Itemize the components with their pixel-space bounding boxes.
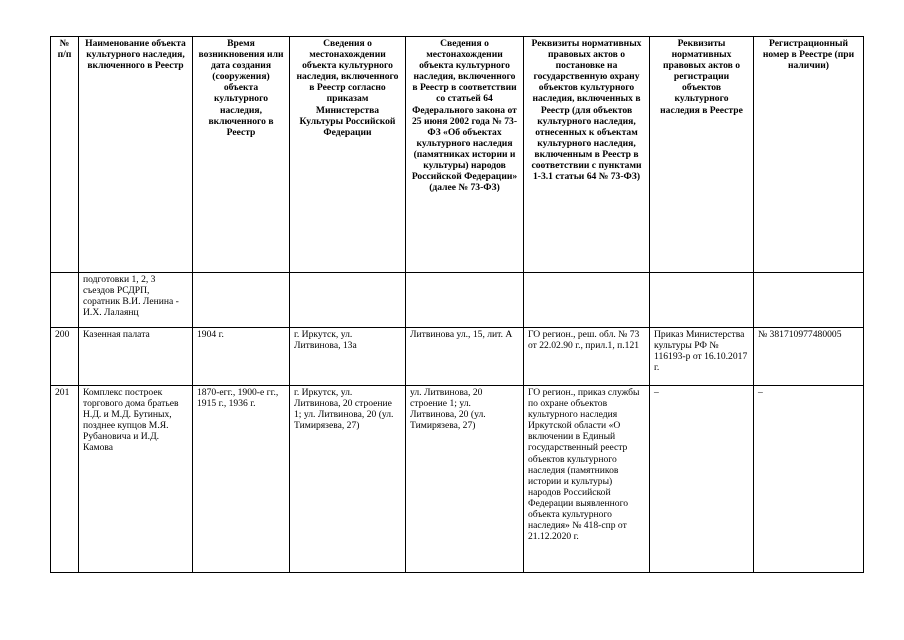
header-date-text: Время возникновения или дата создания (сооружения) объекта культурного наследия, включенного в Реестр — [198, 38, 284, 138]
header-num — [51, 37, 79, 273]
cell-name: Комплекс построек торгового дома братьев Н.Д. и М.Д. Бутиных, позднее купцов М.Я. Рубановича и И.Д. Камова — [79, 386, 193, 573]
cell-location-order: г. Иркутск, ул. Литвинова, 20 строение 1; ул. Литвинова, 20 (ул. Тимирязева, 27) — [290, 386, 406, 573]
cell-registration-act: – — [650, 386, 754, 573]
cell-location-law — [406, 273, 524, 328]
heritage-register-table — [50, 36, 864, 573]
header-location-law — [406, 37, 524, 273]
cell-registration-act — [650, 273, 754, 328]
cell-protection-act: ГО регион., приказ службы по охране объектов культурного наследия Иркутской области «О включении в Единый государственный реестр объектов культурного наследия (памятников истории и культуры) народов Российской Федерации выявленного объекта культурного наследия» № 418-спр от 21.12.2020 г. — [524, 386, 650, 573]
header-name — [79, 37, 193, 273]
cell-protection-act: ГО регион., реш. обл. № 73 от 22.02.90 г., прил.1, п.121 — [524, 328, 650, 386]
cell-date: 1904 г. — [193, 328, 290, 386]
header-location-order-text: Сведения о местонахождении объекта культурного наследия, включенного в Реестр согласно приказам Министерства Культуры Российской Федерации — [296, 38, 399, 138]
cell-date: 1870-егг., 1900-е гг., 1915 г., 1936 г. — [193, 386, 290, 573]
cell-name: подготовки 1, 2, 3 съездов РСДРП, соратник В.И. Ленина - И.Х. Лалаянц — [79, 273, 193, 328]
header-registration-act — [650, 37, 754, 273]
cell-date — [193, 273, 290, 328]
header-reg-number-text: Регистрационный номер в Реестре (при наличии) — [762, 38, 855, 72]
cell-name: Казенная палата — [79, 328, 193, 386]
cell-location-order — [290, 273, 406, 328]
cell-location-law: ул. Литвинова, 20 строение 1; ул. Литвинова, 20 (ул. Тимирязева, 27) — [406, 386, 524, 573]
cell-reg-number: № 381710977480005 — [754, 328, 864, 386]
header-location-law-text: Сведения о местонахождении объекта культурного наследия, включенного в Реестр в соответствии со статьей 64 Федерального закона от 25 июня 2002 года № 73-ФЗ «Об объектах культурного наследия (памятниках истории и культуры) народов Российской Федерации» (далее № 73-ФЗ) — [411, 38, 518, 194]
cell-protection-act — [524, 273, 650, 328]
table-row — [51, 273, 864, 328]
cell-location-order: г. Иркутск, ул. Литвинова, 13а — [290, 328, 406, 386]
cell-reg-number: – — [754, 386, 864, 573]
table-header-row — [51, 37, 864, 273]
header-num-text: № п/п — [57, 38, 72, 61]
header-date — [193, 37, 290, 273]
table-row — [51, 386, 864, 573]
cell-reg-number — [754, 273, 864, 328]
header-protection-act-text: Реквизиты нормативных правовых актов о постановке на государственную охрану объектов культурного наследия, включенных в Реестр (для объектов культурного наследия, отнесенных к объектам культурного наследия, включенным в Реестр в соответствии с пунктами 1-3.1 статьи 64 № 73-ФЗ) — [531, 38, 642, 183]
cell-num — [51, 273, 79, 328]
header-protection-act — [524, 37, 650, 273]
header-reg-number — [754, 37, 864, 273]
header-location-order — [290, 37, 406, 273]
cell-num: 200 — [51, 328, 79, 386]
cell-registration-act: Приказ Министерства культуры РФ № 116193-р от 16.10.2017 г. — [650, 328, 754, 386]
table-row — [51, 328, 864, 386]
cell-num: 201 — [51, 386, 79, 573]
header-registration-act-text: Реквизиты нормативных правовых актов о регистрации объектов культурного наследия в Реестре — [660, 38, 743, 116]
cell-location-law: Литвинова ул., 15, лит. А — [406, 328, 524, 386]
header-name-text: Наименование объекта культурного наследия, включенного в Реестр — [85, 38, 186, 72]
